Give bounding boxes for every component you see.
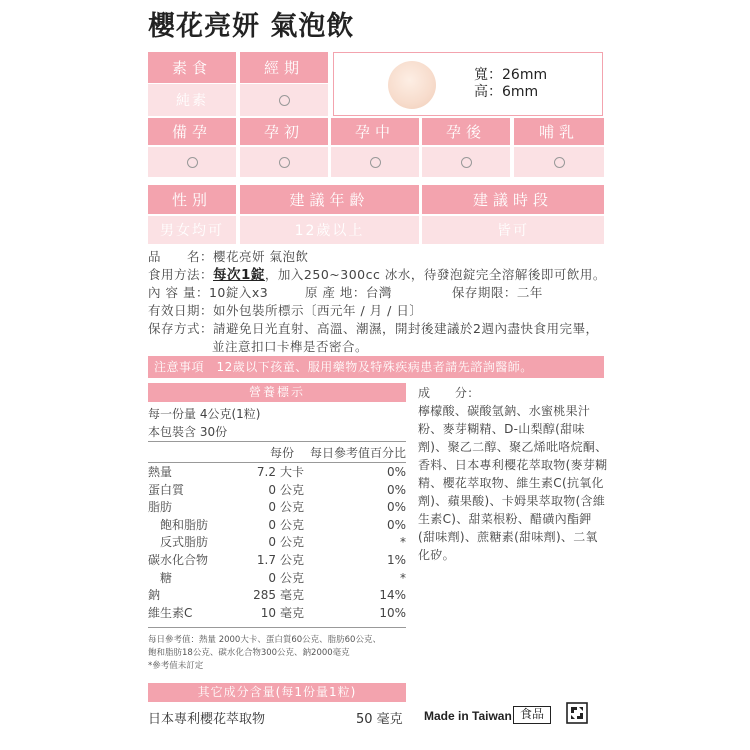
divider	[148, 462, 406, 463]
preg-value-mid	[331, 147, 419, 177]
origin-label: 原 產 地：	[304, 285, 366, 300]
warning-label: 注意事項	[154, 360, 205, 374]
circle-mark-icon	[279, 95, 290, 106]
nutrient-name: 碳水化合物	[148, 552, 209, 567]
food-badge: 食品	[513, 706, 551, 724]
storage-text-1: 請避免日光直射、高溫、潮濕，開封後建議於2週內盡快食用完畢，	[213, 321, 599, 336]
nutrient-daily-value: 0%	[386, 465, 406, 479]
recycle-icon	[566, 702, 588, 724]
nutrient-daily-value: *	[400, 535, 406, 550]
nutrient-unit: 公克	[280, 482, 305, 497]
usage-dose: 每次1錠	[213, 267, 265, 283]
circle-mark-icon	[279, 157, 290, 168]
usage-label: 食用方法：	[148, 267, 214, 282]
table-row	[148, 570, 406, 588]
nutrient-unit: 毫克	[280, 588, 305, 603]
content-value: 10錠入x3	[208, 285, 269, 300]
age-header: 建議年齡	[240, 185, 419, 214]
nutrient-daily-value: 0%	[386, 482, 406, 497]
preg-header-prep: 備孕	[148, 118, 236, 145]
nutrient-unit: 公克	[280, 500, 305, 515]
nutrient-unit: 公克	[280, 552, 305, 567]
table-row	[148, 605, 406, 623]
circle-mark-icon	[370, 157, 381, 168]
nutrient-unit: 大卡	[280, 465, 305, 479]
table-row	[148, 587, 406, 605]
preg-value-prep	[148, 147, 236, 177]
tablet-size-box	[333, 52, 603, 116]
nutrient-name: 反式脂肪	[148, 535, 209, 550]
nutrient-value: 0	[268, 500, 276, 515]
nutrient-daily-value: 14%	[379, 588, 406, 603]
time-header: 建議時段	[422, 185, 604, 214]
ingredients-label: 成 分：	[418, 386, 480, 400]
period-header: 經期	[240, 52, 328, 83]
nutrient-daily-value: *	[400, 570, 406, 585]
origin-value: 台灣	[365, 285, 392, 300]
col-daily-value: 每日參考值百分比	[310, 446, 407, 460]
product-name: 櫻花亮妍 氣泡飲	[213, 249, 309, 264]
name-label: 品 名：	[148, 249, 214, 264]
nutrient-name: 熱量	[148, 465, 173, 479]
circle-mark-icon	[187, 157, 198, 168]
ingredients-text: 檸檬酸、碳酸氫鈉、水蜜桃果汁粉、麥芽糊精、D-山梨醇(甜味劑)、聚乙二醇、聚乙烯吡咯烷酮、香料、日本專利櫻花萃取物(麥芽糊精、櫻花萃取物、維生素C(抗氧化劑)、蘋果酸)、卡姆果萃取物(含維生素C)、甜菜根粉、醋磺內酯鉀(甜味劑)、蔗糖素(甜味劑)、二氧化矽。	[418, 404, 608, 562]
ingredients	[418, 384, 608, 564]
nutrient-unit: 公克	[280, 570, 305, 585]
warning-bar	[148, 356, 604, 378]
nutrient-value: 285	[253, 588, 276, 603]
age-value: 12歲以上	[240, 216, 419, 244]
table-row	[148, 517, 406, 535]
circle-mark-icon	[461, 157, 472, 168]
nutrient-value: 0	[268, 535, 276, 550]
divider	[148, 441, 406, 442]
table-row	[148, 552, 406, 570]
other-content-amount: 50 毫克	[356, 712, 403, 727]
other-content-name: 日本專利櫻花萃取物	[148, 712, 266, 727]
gender-header: 性別	[148, 185, 236, 214]
shelf-label: 保存期限：	[451, 285, 517, 300]
preg-value-late	[422, 147, 510, 177]
expiry-label: 有效日期：	[148, 303, 214, 318]
col-per-serving: 每份	[270, 446, 295, 460]
other-content-header: 其它成分含量(每1份量1粒)	[148, 683, 406, 702]
nutrition-header: 營養標示	[148, 383, 406, 402]
table-row	[148, 482, 406, 500]
tablet-image	[388, 61, 436, 109]
nutrient-name: 糖	[148, 570, 173, 585]
diet-value: 純素	[148, 84, 236, 116]
shelf-value: 二年	[516, 285, 543, 300]
nutrient-unit: 公克	[280, 517, 305, 532]
servings-per-pack: 本包裝含 30份	[148, 425, 228, 439]
preg-header-late: 孕後	[422, 118, 510, 145]
footnote-line-2: 飽和脂肪18公克、碳水化合物300公克、鈉2000毫克	[148, 648, 350, 658]
nutrient-value: 0	[268, 482, 276, 497]
nutrient-value: 10	[260, 605, 276, 620]
table-row	[148, 464, 406, 482]
nutrient-daily-value: 0%	[386, 517, 406, 532]
nutrient-daily-value: 1%	[386, 552, 406, 567]
made-in-label: Made in Taiwan	[424, 709, 512, 723]
page-title: 櫻花亮妍 氣泡飲	[148, 11, 355, 42]
expiry-value: 如外包裝所標示〔西元年 / 月 / 日〕	[213, 303, 423, 318]
circle-mark-icon	[554, 157, 565, 168]
preg-value-nursing	[514, 147, 604, 177]
nutrient-value: 1.7	[256, 552, 276, 567]
warning-text: 12歲以下孩童、服用藥物及特殊疾病患者請先諮詢醫師。	[216, 360, 533, 374]
nutrient-value: 0	[268, 570, 276, 585]
nutrient-name: 維生素C	[148, 605, 193, 620]
table-row	[148, 534, 406, 552]
footnote-line-3: *參考值未訂定	[148, 661, 204, 671]
tablet-width: 寬：26mm	[474, 67, 548, 83]
nutrient-daily-value: 10%	[379, 605, 406, 620]
time-value: 皆可	[422, 216, 604, 244]
diet-header: 素食	[148, 52, 236, 83]
nutrient-name: 脂肪	[148, 500, 173, 515]
preg-header-mid: 孕中	[331, 118, 419, 145]
preg-value-early	[240, 147, 328, 177]
storage-text-2: 並注意扣口卡榫是否密合。	[212, 339, 369, 354]
serving-size: 每一份量 4公克(1粒)	[148, 407, 261, 421]
table-row	[148, 499, 406, 517]
period-value	[240, 84, 328, 116]
storage-label: 保存方式：	[148, 321, 214, 336]
nutrient-daily-value: 0%	[386, 500, 406, 515]
product-info	[148, 248, 608, 356]
preg-header-early: 孕初	[240, 118, 328, 145]
nutrient-value: 7.2	[256, 465, 276, 479]
nutrient-name: 鈉	[148, 588, 161, 603]
nutrient-name: 飽和脂肪	[148, 517, 209, 532]
nutrient-unit: 毫克	[280, 605, 305, 620]
content-label: 內 容 量：	[148, 285, 209, 300]
divider	[148, 627, 406, 628]
nutrition-table	[148, 464, 406, 622]
nutrient-value: 0	[268, 517, 276, 532]
tablet-height: 高：6mm	[474, 84, 539, 100]
nutrient-name: 蛋白質	[148, 482, 185, 497]
nutrition-footnote	[148, 634, 408, 673]
gender-value: 男女均可	[148, 216, 236, 244]
preg-header-nursing: 哺乳	[514, 118, 604, 145]
footnote-line-1: 每日參考值：熱量 2000大卡、蛋白質60公克、脂肪60公克、	[148, 635, 381, 645]
nutrient-unit: 公克	[280, 535, 305, 550]
usage-text: ，加入250~300cc 冰水，待發泡錠完全溶解後即可飲用。	[264, 267, 606, 282]
